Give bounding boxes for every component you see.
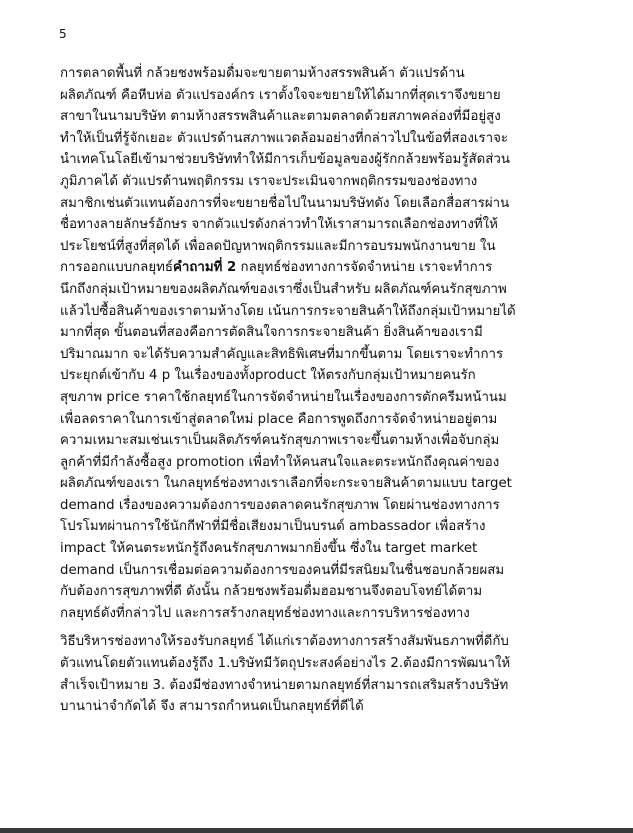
text-line: ภูมิภาคได้ ตัวแปรด้านพฤติกรรม เราจะประเมินจากพฤติกรรมของช่องทาง <box>60 173 478 189</box>
bottom-edge-bar <box>0 828 633 833</box>
text-line: ปริมาณมาก จะได้รับความสำคัญและสิทธิพิเศษที่มากขึ้นตาม โดยเราจะทำการ <box>60 346 504 362</box>
text-line: มากที่สุด ขั้นตอนที่สองคือการตัดสินใจการกระจายสินค้า ยิ่งสินค้าของเรามี <box>60 325 483 341</box>
text-line: ผลิตภัณฑ์ของเรา ในกลยุทธ์ช่องทางเราเลือกที่จะกระจายสินค้าตามแบบ target <box>60 476 512 492</box>
text-line: สำเร็จเป้าหมาย 3. ต้องมีช่องทางจำหน่ายตามกลยุทธ์ที่สามารถเสริมสร้างบริษัท <box>60 677 509 693</box>
text-line-with-heading <box>60 257 570 279</box>
text-line: ผลิตภัณฑ์ คือหีบห่อ ตัวแปรองค์กร เราตั้งใจจะขยายให้ได้มากที่สุดเราจึงขยาย <box>60 87 501 103</box>
text-line: สมาชิกเช่นตัวแทนต้องการที่จะขยายชื่อไปในนามบริษัทดัง โดยเลือกสื่อสารผ่าน <box>60 195 510 211</box>
text-segment: กลยุทธ์ช่องทางการจัดจำหน่าย เราจะทำการ <box>236 260 493 276</box>
text-line: นำเทคโนโลยีเข้ามาช่วยบริษัททำให้มีการเก็บข้อมูลของผู้รักกล้วยพร้อมรู้สัดส่วน <box>60 152 510 168</box>
paragraph-2 <box>60 631 570 717</box>
text-line: กับต้องการสุขภาพที่ดี ดังนั้น กล้วยชงพร้อมดื่มฮอมชานจึงตอบโจทย์ได้ตาม <box>60 584 483 600</box>
text-line: ความเหมาะสมเช่นเราเป็นผลิตภัรฑ์คนรักสุขภาพเราจะขึ้นตามห้างเพื่อจับกลุ่ม <box>60 433 500 449</box>
text-line: นึกถึงกลุ่มเป้าหมายของผลิตภัณฑ์ของเราซึ่งเป็นสำหรับ ผลิตภัณฑ์คนรักสุขภาพ <box>60 281 507 297</box>
text-line: วิธีบริหารช่องทางให้รองรับกลยุทธ์ ได้แก่เราต้องทางการสร้างสัมพันธภาพที่ดีกับ <box>60 634 509 650</box>
text-line: บานาน่าจำกัดได้ จึง สามารถกำหนดเป็นกลยุทธ์ที่ดีได้ <box>60 699 364 715</box>
text-line: เพื่อลดราคาในการเข้าสู่ตลาดใหม่ place คือการพูดถึงการจัดจำหน่ายอยู่ตาม <box>60 411 498 427</box>
text-line: impact ให้คนตระหนักรู้ถึงคนรักสุขภาพมากยิ่งขึ้น ซึ่งใน target market <box>60 541 478 557</box>
text-line: แล้วไปซื้อสินค้าของเราตามห้างโดย เน้นการกระจายสินค้าให้ถึงกลุ่มเป้าหมายได้ <box>60 303 516 319</box>
text-line: ตัวแทนโดยตัวแทนต้องรู้ถึง 1.บริษัทมีวัตถุประสงค์อย่างไร 2.ต้องมีการพัฒนาให้ <box>60 656 511 672</box>
text-line: demand เป็นการเชื่อมต่อความต้องการของคนที่มีรสนิยมในชื่นชอบกล้วยผสม <box>60 562 505 578</box>
text-line: สุขภาพ price ราคาใช้กลยุทธ์ในการจัดจำหน่ายในเรื่องของการตักครีมหน้านม <box>60 389 507 405</box>
text-line: demand เรื่องของความต้องการของตลาดคนรักสุขภาพ โดยผ่านช่องทางการ <box>60 497 500 513</box>
text-line: ทำให้เป็นที่รู้จักเยอะ ตัวแปรด้านสภาพแวดล้อมอย่างที่กล่าวไปในข้อที่สองเราจะ <box>60 130 508 146</box>
text-line: กลยุทธ์ดังที่กล่าวไป และการสร้างกลยุทธ์ช่องทางและการบริหารช่องทาง <box>60 605 470 621</box>
text-line: สาขาในนามบริษัท ตามห้างสรรพสินค้าและตามตลาดด้วยสภาพคล่องที่มีอยู่สูง <box>60 109 501 125</box>
text-line: ชื่อทางลายลักษร์อักษร จากตัวแปรดังกล่าวทำให้เราสามารถเลือกช่องทางที่ให้ <box>60 217 498 233</box>
paragraph-spacer <box>60 624 570 631</box>
paragraph-1 <box>60 63 570 624</box>
document-body <box>60 63 570 718</box>
text-line: ประโยชน์ที่สูงที่สุดได้ เพื่อลดปัญหาพฤติกรรมและมีการอบรมพนักงานขาย ใน <box>60 238 496 254</box>
text-line: ประยุกต์เข้ากับ 4 p ในเรื่องของทั้งproduct ให้ตรงกับกลุ่มเป้าหมายคนรัก <box>60 368 476 384</box>
text-segment: การออกแบบกลยุทธ์ <box>60 260 174 276</box>
text-line: โปรโมทผ่านการใช้นักกีฬาที่มีชื่อเสียงมาเป็นบรนด์ ambassador เพื่อสร้าง <box>60 519 486 535</box>
text-line: การตลาดพื้นที่ กล้วยชงพร้อมดื่มจะขายตามห้างสรรพสินค้า ตัวแปรด้าน <box>60 66 465 81</box>
text-line: ลูกค้าที่มีกำลังซื้อสูง promotion เพื่อทำให้คนสนใจและตระหนักถึงคุณค่าของ <box>60 454 500 470</box>
question-heading: คำถามที่ 2 <box>173 260 237 276</box>
page-number: 5 <box>59 27 67 41</box>
